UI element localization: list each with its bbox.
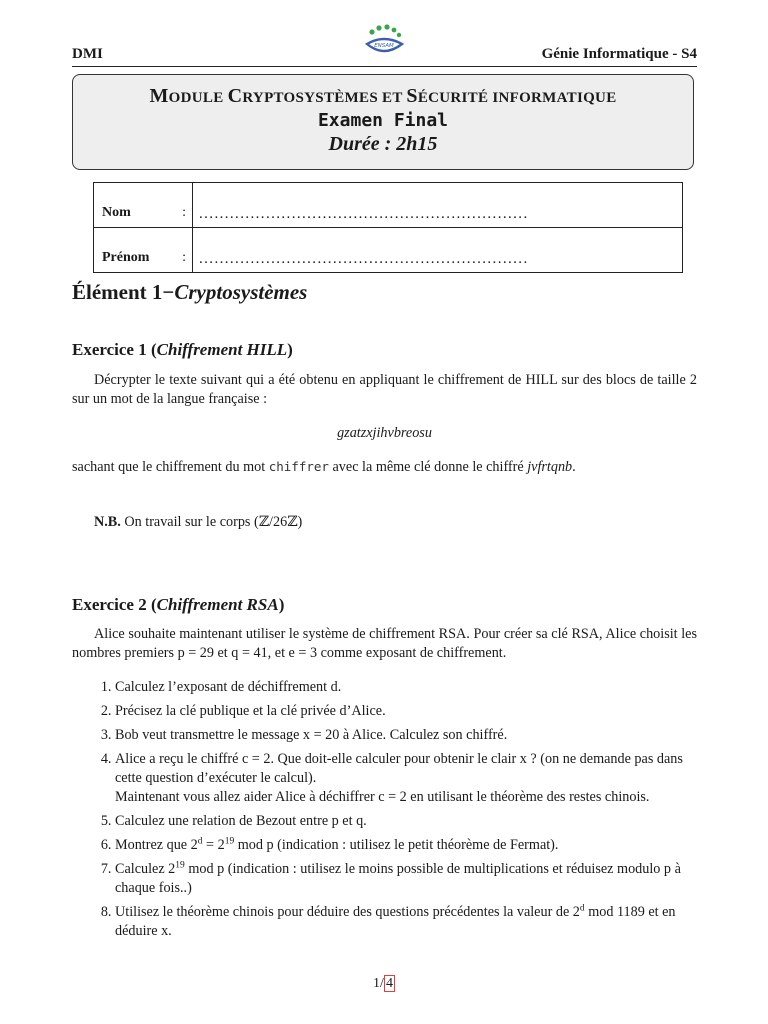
exercise1-known-pair: sachant que le chiffrement du mot chiffrer avec la même clé donne le chiffré jvfrtqnb. <box>72 459 576 475</box>
section-heading: Élément 1−Cryptosystèmes <box>72 280 308 304</box>
question-3: 3. Bob veut transmettre le message x = 20 à Alice. Calculez son chiffré. <box>115 726 697 745</box>
exam-title-box <box>72 74 694 170</box>
exercise2-intro: Alice souhaite maintenant utiliser le système de chiffrement RSA. Pour créer sa clé RSA, Alice choisit les nombres premiers p = 29 et q = 41, et e = 3 comme exposant de chiffrement. <box>72 626 697 661</box>
student-identity-table <box>93 182 683 273</box>
school-logo <box>362 24 406 60</box>
question-5: 5. Calculez une relation de Bezout entre p et q. <box>115 812 697 831</box>
firstname-field[interactable]: ................................................................ <box>193 228 683 273</box>
exercise1-intro: Décrypter le texte suivant qui a été obtenu en appliquant le chiffrement de HILL sur des blocs de taille 2 sur un mot de la langue française : <box>72 372 697 407</box>
exam-duration: Durée : 2h15 <box>328 133 438 155</box>
exercise2-question-list <box>72 678 697 946</box>
question-4: 4. Alice a reçu le chiffré c = 2. Que doit-elle calculer pour obtenir le clair x ? (on ne demande pas dans cette question d’exécuter le calcul). Maintenant vous allez aider Alice à déchiffrer c = 2 en utilisant le théorème des restes chinois. <box>115 750 697 807</box>
exercise1-heading: Exercice 1 (Chiffrement HILL) <box>72 340 293 359</box>
logo-text: ENSAM <box>374 43 394 49</box>
exercise1-note: N.B. On travail sur le corps (ℤ/26ℤ) <box>94 514 303 530</box>
name-row: Nom : ................................................................ <box>94 183 683 228</box>
question-1: 1. Calculez l’exposant de déchiffrement d. <box>115 678 697 697</box>
exam-type: Examen Final <box>317 110 449 131</box>
module-title: MODULE CRYPTOSYSTÈMES ET SÉCURITÉ INFORMATIQUE <box>149 85 617 107</box>
header-rule <box>72 66 697 67</box>
firstname-label: Prénom <box>102 250 150 265</box>
page-total-link[interactable]: 4 <box>385 976 393 991</box>
name-label: Nom <box>102 205 131 220</box>
firstname-row: Prénom : ................................................................ <box>94 228 683 273</box>
question-7: 7. Calculez $2^{19}$ mod p (indication : utilisez le moins possible de multiplications et réduisez modulo p à chaque fois..) <box>115 860 697 898</box>
question-2: 2. Précisez la clé publique et la clé privée d’Alice. <box>115 702 697 721</box>
exercise2-heading: Exercice 2 (Chiffrement RSA) <box>72 595 285 614</box>
question-6: 6. Montrez que $2^d = 2^{19}$ mod p (indication : utilisez le petit théorème de Fermat). <box>115 836 697 855</box>
question-4-followup: Maintenant vous allez aider Alice à déchiffrer c = 2 en utilisant le théorème des restes chinois. <box>115 789 650 805</box>
header-program: Génie Informatique - S4 <box>541 46 697 62</box>
page-number: 1/ 4 <box>373 976 393 991</box>
header-department: DMI <box>72 46 103 62</box>
name-field[interactable]: ................................................................ <box>193 183 683 228</box>
exercise1-ciphertext: gzatzxjihvbreosu <box>337 425 432 441</box>
question-8: 8. Utilisez le théorème chinois pour déduire des questions précédentes la valeur de 2$^d$ mod 1189 et en déduire x. <box>115 903 697 941</box>
